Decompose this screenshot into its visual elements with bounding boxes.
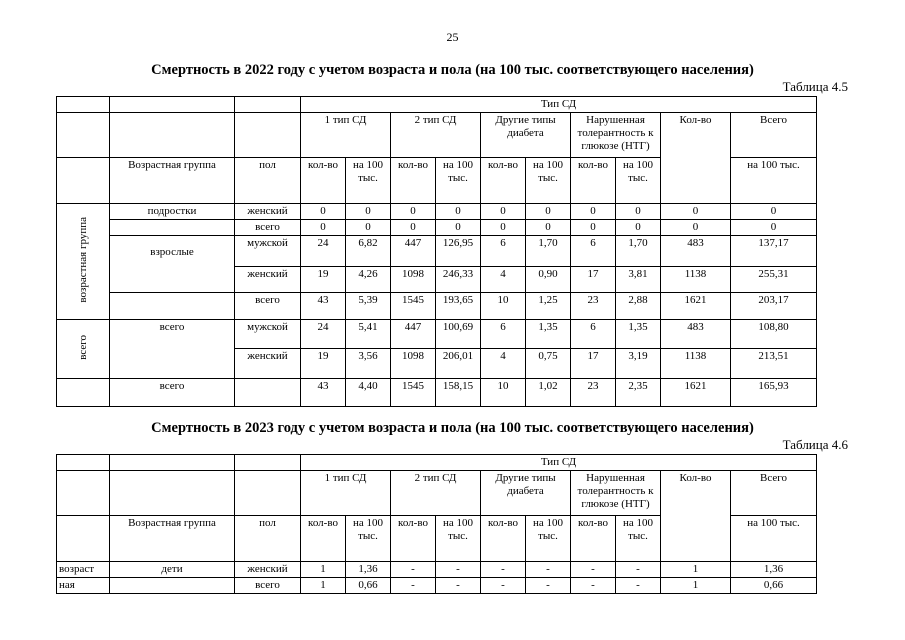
table-cell: 2,35 — [616, 379, 661, 407]
header-age-group: Возрастная группа — [110, 516, 235, 562]
table-cell: - — [526, 562, 571, 578]
table-cell: 4 — [481, 349, 526, 379]
table-cell: 1621 — [661, 379, 731, 407]
group-grand-total: всего — [110, 379, 235, 407]
table-cell: 447 — [391, 320, 436, 349]
table-4-6 — [56, 454, 817, 594]
table-cell: 1,70 — [616, 236, 661, 267]
table-cell: 43 — [301, 293, 346, 320]
cell-pol: женский — [235, 267, 301, 293]
header-na100-t1: на 100 тыс. — [346, 516, 391, 562]
side-label-b: ная — [57, 578, 110, 594]
table-row — [57, 293, 817, 320]
table-cell: 203,17 — [731, 293, 817, 320]
cell-pol: женский — [235, 204, 301, 220]
table-cell: 1 — [301, 578, 346, 594]
group-teens: подростки — [110, 204, 235, 220]
group-adults: взрослые — [110, 236, 235, 293]
table-cell: 108,80 — [731, 320, 817, 349]
table-cell: - — [436, 578, 481, 594]
header-ntg: Нарушенная толерантность к глюкозе (НТГ) — [571, 471, 661, 516]
table-cell: 6 — [481, 320, 526, 349]
table-cell: 24 — [301, 320, 346, 349]
header-pol: пол — [235, 516, 301, 562]
table-cell: 0 — [346, 204, 391, 220]
table-cell: 137,17 — [731, 236, 817, 267]
table-cell: 10 — [481, 293, 526, 320]
table-cell: 3,19 — [616, 349, 661, 379]
table-4-5 — [56, 96, 817, 407]
page-number: 25 — [446, 30, 459, 44]
header-tip-sd: Тип СД — [301, 97, 817, 113]
table-4-5-label: Таблица 4.5 — [782, 79, 848, 94]
header-type2: 2 тип СД — [391, 113, 481, 158]
header-kolvo: Кол-во — [661, 113, 731, 204]
table-cell: 1,25 — [526, 293, 571, 320]
group-children: дети — [110, 562, 235, 578]
table-cell: 126,95 — [436, 236, 481, 267]
table-row — [57, 320, 817, 349]
table-cell: 483 — [661, 236, 731, 267]
table-cell: 6 — [571, 320, 616, 349]
table-4-6-label: Таблица 4.6 — [782, 437, 848, 452]
header-vsego: Всего — [731, 471, 817, 516]
table-cell: 0,66 — [346, 578, 391, 594]
header-other-types: Другие типы диабета — [481, 113, 571, 158]
table-cell: 1621 — [661, 293, 731, 320]
cell-pol: всего — [235, 578, 301, 594]
table-cell: 0 — [301, 220, 346, 236]
table-cell: 1545 — [391, 379, 436, 407]
header-na100-other: на 100 тыс. — [526, 158, 571, 204]
table-cell: 0 — [346, 220, 391, 236]
table-cell: 10 — [481, 379, 526, 407]
table-cell: 1,36 — [346, 562, 391, 578]
table-cell: 1,35 — [526, 320, 571, 349]
table-cell: 6 — [571, 236, 616, 267]
table-cell: 17 — [571, 267, 616, 293]
table-cell: 4 — [481, 267, 526, 293]
table-cell: 0 — [571, 204, 616, 220]
side-label-vozr-text: возрастная группа — [76, 216, 89, 303]
table-cell: 0 — [661, 204, 731, 220]
table-cell: 0 — [436, 204, 481, 220]
table-cell: 0 — [731, 204, 817, 220]
table-cell: 193,65 — [436, 293, 481, 320]
table-cell: 1,36 — [731, 562, 817, 578]
table-cell: 0 — [731, 220, 817, 236]
header-kolvo-t2: кол-во — [391, 516, 436, 562]
table-cell: 0 — [481, 220, 526, 236]
table-cell: 0 — [571, 220, 616, 236]
table-cell: 43 — [301, 379, 346, 407]
table-row — [57, 578, 817, 594]
header-kolvo-t1: кол-во — [301, 158, 346, 204]
table-cell: 447 — [391, 236, 436, 267]
table-cell: - — [481, 562, 526, 578]
table-cell: 1,02 — [526, 379, 571, 407]
table-cell: 1 — [301, 562, 346, 578]
table-4-6-title: Смертность в 2023 году с учетом возраста и пола (на 100 тыс. соответствующего населения) — [151, 420, 754, 436]
header-kolvo-other: кол-во — [481, 516, 526, 562]
table-row — [57, 562, 817, 578]
table-cell: - — [526, 578, 571, 594]
table-cell: 19 — [301, 349, 346, 379]
side-label-vsego — [57, 320, 110, 379]
cell-pol: всего — [235, 293, 301, 320]
table-cell: 3,81 — [616, 267, 661, 293]
header-type2: 2 тип СД — [391, 471, 481, 516]
table-cell: - — [616, 578, 661, 594]
table-row — [57, 379, 817, 407]
header-kolvo: Кол-во — [661, 471, 731, 562]
table-cell: 100,69 — [436, 320, 481, 349]
table-cell: 246,33 — [436, 267, 481, 293]
header-kolvo-ntg: кол-во — [571, 516, 616, 562]
header-kolvo-other: кол-во — [481, 158, 526, 204]
table-cell: 6 — [481, 236, 526, 267]
header-kolvo-t2: кол-во — [391, 158, 436, 204]
header-na100-other: на 100 тыс. — [526, 516, 571, 562]
table-cell: - — [571, 578, 616, 594]
table-cell: 1545 — [391, 293, 436, 320]
table-cell: 0 — [661, 220, 731, 236]
cell-pol: всего — [235, 220, 301, 236]
table-cell: 0,66 — [731, 578, 817, 594]
table-cell: 213,51 — [731, 349, 817, 379]
table-cell: 0 — [391, 220, 436, 236]
table-cell: 165,93 — [731, 379, 817, 407]
table-cell: 0 — [301, 204, 346, 220]
table-cell: 3,56 — [346, 349, 391, 379]
table-cell: 23 — [571, 293, 616, 320]
table-cell: 1,70 — [526, 236, 571, 267]
table-cell: 0,90 — [526, 267, 571, 293]
header-ntg: Нарушенная толерантность к глюкозе (НТГ) — [571, 113, 661, 158]
table-cell: 2,88 — [616, 293, 661, 320]
table-cell: 158,15 — [436, 379, 481, 407]
header-na100-t2: на 100 тыс. — [436, 158, 481, 204]
header-type1: 1 тип СД — [301, 471, 391, 516]
side-label-vsego-text: всего — [76, 334, 89, 360]
table-cell: 4,26 — [346, 267, 391, 293]
cell-pol: женский — [235, 349, 301, 379]
table-cell: - — [436, 562, 481, 578]
side-label-a: возраст — [57, 562, 110, 578]
table-cell: 5,39 — [346, 293, 391, 320]
side-label-vozr — [57, 204, 110, 320]
table-cell: 1098 — [391, 267, 436, 293]
header-na100-ntg: на 100 тыс. — [616, 158, 661, 204]
header-na100-total: на 100 тыс. — [731, 158, 817, 204]
table-cell: - — [391, 562, 436, 578]
table-cell: 1098 — [391, 349, 436, 379]
table-row — [57, 204, 817, 220]
header-kolvo-ntg: кол-во — [571, 158, 616, 204]
table-cell: 6,82 — [346, 236, 391, 267]
header-na100-ntg: на 100 тыс. — [616, 516, 661, 562]
table-cell: 0 — [526, 220, 571, 236]
group-total: всего — [110, 320, 235, 379]
table-cell: 19 — [301, 267, 346, 293]
header-other-types: Другие типы диабета — [481, 471, 571, 516]
table-4-5-title: Смертность в 2022 году с учетом возраста и пола (на 100 тыс. соответствующего населения) — [151, 62, 754, 78]
header-kolvo-t1: кол-во — [301, 516, 346, 562]
header-na100-t2: на 100 тыс. — [436, 516, 481, 562]
table-cell: 1138 — [661, 267, 731, 293]
table-cell: 206,01 — [436, 349, 481, 379]
cell-pol: женский — [235, 562, 301, 578]
cell-pol: мужской — [235, 236, 301, 267]
table-cell: 255,31 — [731, 267, 817, 293]
table-cell: - — [391, 578, 436, 594]
table-cell: 4,40 — [346, 379, 391, 407]
table-row — [57, 236, 817, 267]
header-na100-t1: на 100 тыс. — [346, 158, 391, 204]
table-cell: 0 — [616, 220, 661, 236]
header-tip-sd: Тип СД — [301, 455, 817, 471]
table-cell: 0 — [481, 204, 526, 220]
cell-pol — [235, 379, 301, 407]
table-cell: 24 — [301, 236, 346, 267]
table-cell: 0 — [616, 204, 661, 220]
table-row — [57, 220, 817, 236]
table-cell: 0 — [391, 204, 436, 220]
table-cell: 1138 — [661, 349, 731, 379]
table-cell: 483 — [661, 320, 731, 349]
header-na100-total: на 100 тыс. — [731, 516, 817, 562]
table-cell: - — [571, 562, 616, 578]
header-vsego: Всего — [731, 113, 817, 158]
cell-pol: мужской — [235, 320, 301, 349]
table-cell: 0 — [436, 220, 481, 236]
table-cell: - — [616, 562, 661, 578]
table-cell: 1 — [661, 562, 731, 578]
table-cell: 5,41 — [346, 320, 391, 349]
header-age-group: Возрастная группа — [110, 158, 235, 204]
table-cell: 1,35 — [616, 320, 661, 349]
header-pol: пол — [235, 158, 301, 204]
table-cell: 23 — [571, 379, 616, 407]
table-cell: 0,75 — [526, 349, 571, 379]
table-cell: 1 — [661, 578, 731, 594]
table-cell: 17 — [571, 349, 616, 379]
header-type1: 1 тип СД — [301, 113, 391, 158]
table-cell: 0 — [526, 204, 571, 220]
table-cell: - — [481, 578, 526, 594]
